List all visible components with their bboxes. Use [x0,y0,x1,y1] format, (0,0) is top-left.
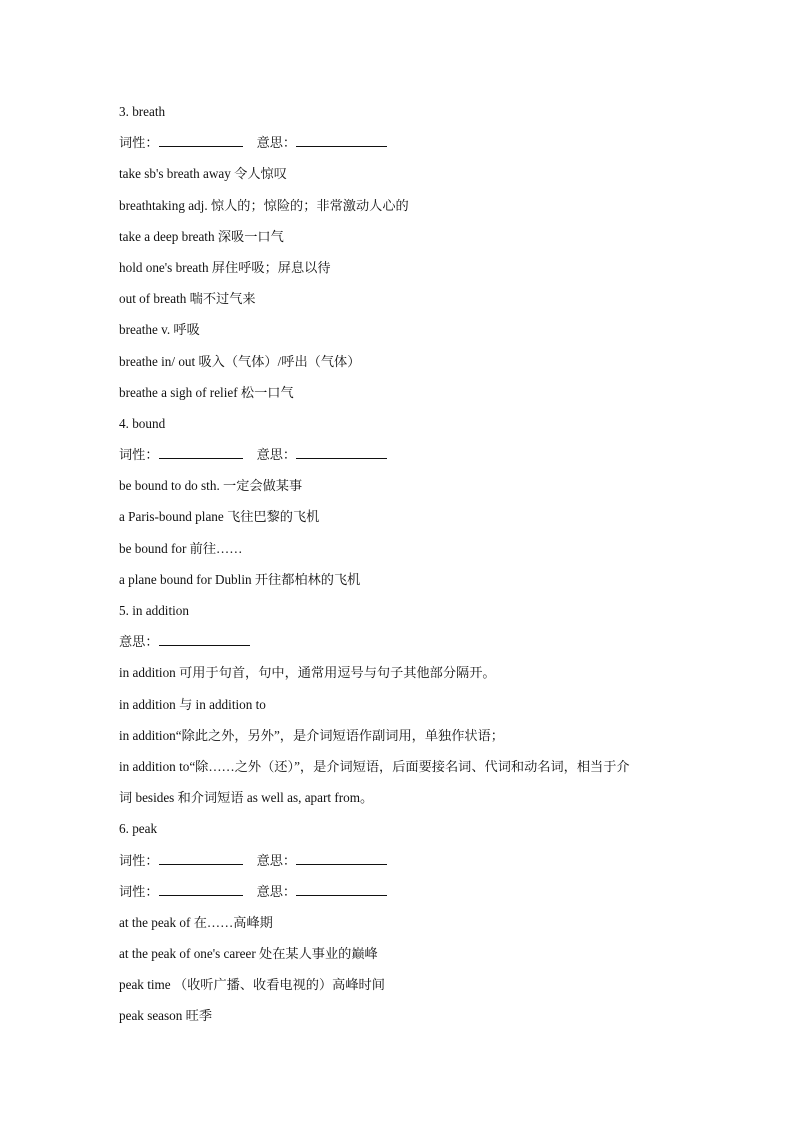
phrase-item: breathtaking adj. 惊人的；惊险的；非常激动人心的 [119,197,409,213]
phrase-item: peak time （收听广播、收看电视的）高峰时间 [119,977,385,993]
pos-label: 词性： [119,447,159,463]
pos-label: 词性： [119,135,159,151]
phrase-item: a plane bound for Dublin 开往都柏林的飞机 [119,571,361,587]
section-heading-peak: 6. peak [119,821,158,837]
fill-in-row-in-addition [119,630,689,661]
phrase-item: in addition to“除……之外（还）”，是介词短语，后面要接名词、代词和动名词，相当于介 [119,758,630,774]
phrase-item: take sb's breath away 令人惊叹 [119,166,287,182]
meaning-label: 意思： [119,634,159,650]
phrase-item: in addition 可用于句首，句中，通常用逗号与句子其他部分隔开。 [119,665,496,681]
pos-blank[interactable] [159,444,243,459]
fill-in-row-bound [119,443,689,474]
phrase-item: be bound to do sth. 一定会做某事 [119,478,303,494]
phrase-item: at the peak of one's career 处在某人事业的巅峰 [119,946,378,962]
phrase-item: breathe in/ out 吸入（气体）/呼出（气体） [119,353,361,369]
meaning-label: 意思： [256,135,297,151]
pos-blank[interactable] [159,881,243,896]
pos-blank[interactable] [159,132,243,147]
phrase-item: take a deep breath 深吸一口气 [119,228,284,244]
fill-in-row-peak-2 [119,880,689,911]
meaning-label: 意思： [256,447,297,463]
section-heading-breath: 3. breath [119,104,166,119]
section-heading-bound: 4. bound [119,415,166,431]
phrase-item: out of breath 喘不过气来 [119,291,256,307]
pos-label: 词性： [119,852,159,868]
phrase-item: peak season 旺季 [119,1008,213,1024]
phrase-item: a Paris-bound plane 飞往巴黎的飞机 [119,509,320,525]
meaning-blank[interactable] [296,850,387,865]
meaning-blank[interactable] [296,444,387,459]
phrase-item: breathe a sigh of relief 松一口气 [119,384,294,400]
section-heading-in-addition: 5. in addition [119,603,189,618]
phrase-item: be bound for 前往…… [119,540,243,556]
fill-in-row-breath [119,131,689,162]
phrase-item: 词 besides 和介词短语 as well as, apart from。 [119,790,374,806]
meaning-blank[interactable] [296,132,387,147]
pos-blank[interactable] [159,850,243,865]
phrase-item: breathe v. 呼吸 [119,322,200,338]
phrase-item: in addition 与 in addition to [119,696,266,712]
fill-in-row-peak-1 [119,849,689,880]
pos-label: 词性： [119,883,159,899]
document-content [119,100,689,1036]
meaning-blank[interactable] [159,631,250,646]
phrase-item: at the peak of 在……高峰期 [119,914,273,930]
meaning-blank[interactable] [296,881,387,896]
meaning-label: 意思： [256,852,297,868]
meaning-label: 意思： [256,883,297,899]
phrase-item: in addition“除此之外，另外”，是介词短语作副词用，单独作状语； [119,727,504,743]
phrase-item: hold one's breath 屏住呼吸；屏息以待 [119,259,331,275]
